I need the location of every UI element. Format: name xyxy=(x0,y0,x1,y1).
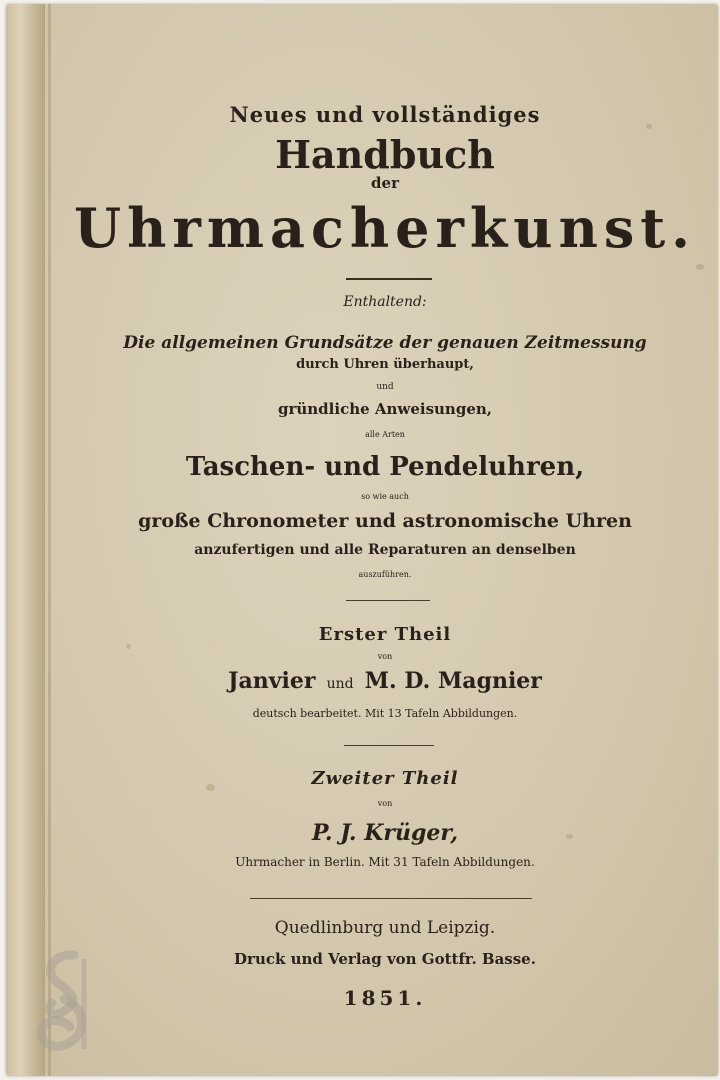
part-two-heading: Zweiter Theil xyxy=(311,768,459,789)
author-magnier: M. D. Magnier xyxy=(364,668,542,694)
part-two-by: von xyxy=(377,799,393,808)
divider-rule xyxy=(346,278,432,280)
description-line-2: durch Uhren überhaupt, xyxy=(296,357,474,372)
part-two-note: Uhrmacher in Berlin. Mit 31 Tafeln Abbildungen. xyxy=(235,855,535,869)
description-and: und xyxy=(376,382,394,392)
divider-rule xyxy=(344,745,434,746)
author-janvier: Janvier xyxy=(228,668,316,694)
title-line-3: der xyxy=(371,174,399,192)
part-one-by: von xyxy=(377,652,393,661)
description-line-3: gründliche Anweisungen, xyxy=(277,400,492,418)
publication-place: Quedlinburg und Leipzig. xyxy=(274,918,496,938)
title-line-1: Neues und vollständiges xyxy=(229,102,541,127)
description-line-9: auszuführen. xyxy=(358,570,412,579)
spine-groove xyxy=(48,4,51,1076)
publisher: Druck und Verlag von Gottfr. Basse. xyxy=(234,950,536,968)
description-line-4: alle Arten xyxy=(365,430,405,439)
book-cover xyxy=(6,4,718,1076)
publication-year: 1851. xyxy=(343,986,427,1010)
part-one-heading: Erster Theil xyxy=(318,624,452,645)
author-and: und xyxy=(326,676,354,692)
author-krueger: P. J. Krüger, xyxy=(312,820,458,846)
description-line-7: große Chronometer und astronomische Uhren xyxy=(138,510,632,532)
contains-label: Enthaltend: xyxy=(343,294,427,310)
title-page xyxy=(52,4,718,1076)
monogram-logo-icon xyxy=(24,949,106,1061)
book-spine xyxy=(6,4,45,1076)
description-line-8: anzufertigen und alle Reparaturen an denselben xyxy=(194,542,576,558)
part-one-note: deutsch bearbeitet. Mit 13 Tafeln Abbildungen. xyxy=(252,707,518,720)
description-line-6: so wie auch xyxy=(361,492,409,501)
part-one-authors xyxy=(52,668,718,694)
main-title: Uhrmacherkunst. xyxy=(74,196,696,260)
divider-rule-long xyxy=(250,898,532,899)
divider-rule xyxy=(346,600,430,601)
description-line-5: Taschen- und Pendeluhren, xyxy=(185,452,585,482)
description-line-1: Die allgemeinen Grundsätze der genauen Zeitmessung xyxy=(123,333,647,353)
title-line-2: Handbuch xyxy=(275,132,495,177)
